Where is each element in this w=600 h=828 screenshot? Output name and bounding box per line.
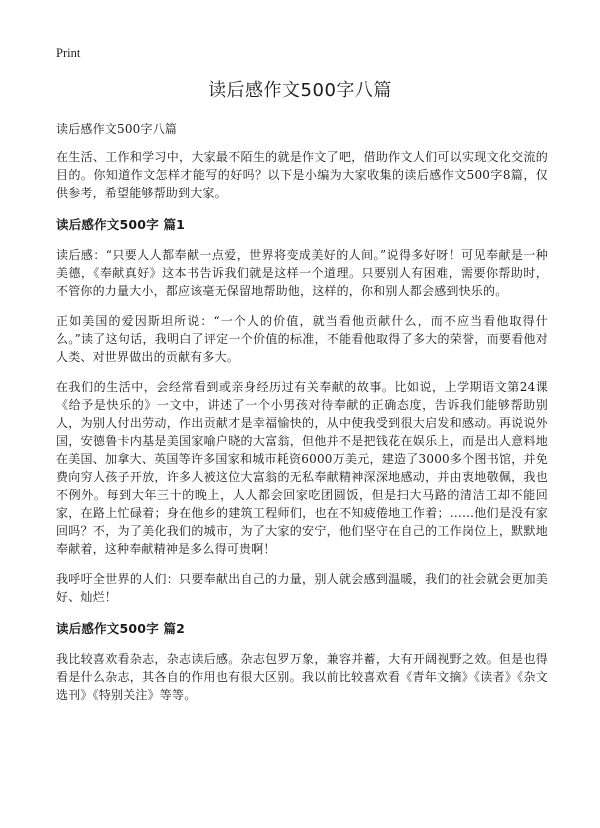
article-subtitle: 读后感作文500字八篇 — [56, 122, 178, 136]
section-heading-2: 读后感作文500字 篇2 — [56, 621, 186, 636]
intro-paragraph: 在生活、工作和学习中，大家最不陌生的就是作文了吧，借助作文人们可以实现文化交流的目的。你知道作文怎样才能写的好吗？以下是小编为大家收集的读后感作文500字8篇，仅供参考，希望能够帮助到大家。 — [56, 150, 548, 200]
section-2-paragraph-1: 我比较喜欢看杂志，杂志读后感。杂志包罗万象，兼容并蓄，大有开阔视野之效。但是也得看是什么杂志，其各自的作用也有很大区别。我以前比较喜欢看《青年文摘》《读者》《杂文选刊》《特别关注》等等。 — [56, 652, 548, 702]
page-title: 读后感作文500字八篇 — [208, 80, 392, 101]
section-1-paragraph-1: 读后感：“只要人人都奉献一点爱，世界将变成美好的人间。”说得多好呀！可见奉献是一种美德，《奉献真好》这本书告诉我们就是这样一个道理。只要别人有困难，需要你帮助时，不管你的力量大小，都应该毫无保留地帮助他，这样的，你和别人都会感到快乐的。 — [56, 248, 548, 298]
section-heading-1: 读后感作文500字 篇1 — [56, 217, 186, 232]
print-link[interactable]: Print — [56, 46, 81, 60]
section-1-paragraph-2: 正如美国的爱因斯坦所说：“一个人的价值，就当看他贡献什么，而不应当看他取得什么。”读了这句话，我明白了评定一个价值的标准，不能看他取得了多大的荣誉，而要看他对人类、对世界做出的贡献有多大。 — [56, 314, 548, 364]
section-1-paragraph-3: 在我们的生活中，会经常看到或亲身经历过有关奉献的故事。比如说，上学期语文第24课《给予是快乐的》一文中，讲述了一个小男孩对待奉献的正确态度，告诉我们能够帮助别人，为别人付出劳动，作出贡献才是幸福愉快的，从中使我受到很大启发和感动。再说说外国，安德鲁卡内基是美国家喻户晓的大富翁，但他并不是把钱花在娱乐上，而是出人意料地在美国、加拿大、英国等许多国家和城市耗资6000万美元，建造了3000多个图书馆，并免费向穷人孩子开放，许多人被这位大富翁的无私奉献精神深深地感动，并由衷地敬佩，我也不例外。每到大年三十的晚上，人人都会回家吃团圆饭，但是扫大马路的清洁工却不能回家，在路上忙碌着；身在他乡的建筑工程师们，也在不知疲倦地工作着；……他们是没有家回吗？不，为了美化我们的城市，为了大家的安宁，他们坚守在自己的工作岗位上，默默地奉献着，这种奉献精神是多么得可贵啊！ — [56, 380, 548, 556]
section-1-paragraph-4: 我呼吁全世界的人们：只要奉献出自己的力量，别人就会感到温暖，我们的社会就会更加美好、灿烂！ — [56, 572, 548, 604]
article-body — [56, 120, 548, 716]
